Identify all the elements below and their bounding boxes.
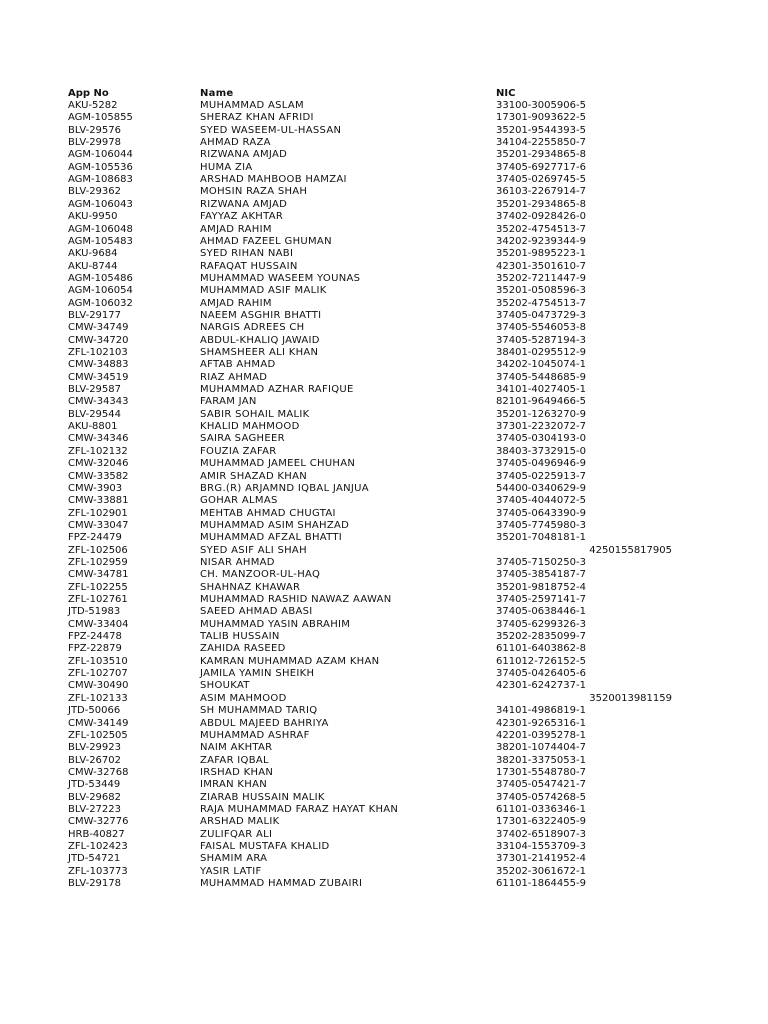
cell-app-no: AGM-105483 xyxy=(68,235,133,247)
table-row xyxy=(0,829,768,841)
cell-app-no: JTD-50066 xyxy=(68,705,121,717)
table-row xyxy=(0,779,768,791)
cell-nic: 37405-0574268-5 xyxy=(496,791,586,803)
table-row xyxy=(0,409,768,421)
cell-name: AHMAD RAZA xyxy=(200,137,271,149)
cell-name: ABDUL MAJEED BAHRIYA xyxy=(200,717,329,729)
table-row xyxy=(0,643,768,655)
cell-nic: 37405-7745980-3 xyxy=(496,519,586,531)
cell-app-no: BLV-29177 xyxy=(68,309,122,321)
table-row xyxy=(0,569,768,581)
table-row xyxy=(0,298,768,310)
cell-app-no: AKU-8744 xyxy=(68,260,118,272)
cell-name: RAFAQAT HUSSAIN xyxy=(200,260,298,272)
cell-nic: 34202-9239344-9 xyxy=(496,235,586,247)
cell-app-no: BLV-29978 xyxy=(68,137,122,149)
cell-nic: 37402-6518907-3 xyxy=(496,828,586,840)
cell-app-no: CMW-34749 xyxy=(68,322,129,334)
table-row xyxy=(0,112,768,124)
cell-app-no: AGM-105486 xyxy=(68,272,133,284)
cell-name: NAIM AKHTAR xyxy=(200,742,273,754)
cell-nic: 4250155817905 xyxy=(589,544,672,556)
cell-app-no: ZFL-102959 xyxy=(68,556,128,568)
cell-nic: 42301-9265316-1 xyxy=(496,717,586,729)
table-row xyxy=(0,433,768,445)
table-row xyxy=(0,471,768,483)
cell-nic: 35201-9895223-1 xyxy=(496,248,586,260)
cell-app-no: CMW-34346 xyxy=(68,433,129,445)
cell-app-no: ZFL-102423 xyxy=(68,841,128,852)
table-row xyxy=(0,742,768,754)
cell-nic: 54400-0340629-9 xyxy=(496,482,586,494)
cell-app-no: AGM-106032 xyxy=(68,297,133,309)
table-row xyxy=(0,421,768,433)
table-row xyxy=(0,211,768,223)
cell-app-no: BLV-27223 xyxy=(68,803,122,815)
table-row xyxy=(0,545,768,557)
cell-app-no: CMW-34343 xyxy=(68,396,129,408)
table-row xyxy=(0,718,768,730)
cell-name: MUHAMMAD HAMMAD ZUBAIRI xyxy=(200,878,363,890)
cell-app-no: ZFL-102132 xyxy=(68,445,128,457)
table-row xyxy=(0,100,768,112)
table-row xyxy=(0,396,768,408)
cell-name: SH MUHAMMAD TARIQ xyxy=(200,705,318,717)
table-row xyxy=(0,149,768,161)
table-row xyxy=(0,310,768,322)
table-row xyxy=(0,582,768,594)
cell-app-no: CMW-34519 xyxy=(68,371,129,383)
cell-name: RIAZ AHMAD xyxy=(200,371,268,383)
table-row xyxy=(0,841,768,853)
cell-name: FOUZIA ZAFAR xyxy=(200,445,277,457)
cell-app-no: BLV-26702 xyxy=(68,754,122,766)
table-row xyxy=(0,186,768,198)
table-row xyxy=(0,347,768,359)
cell-name: IMRAN KHAN xyxy=(200,779,268,791)
table-row xyxy=(0,866,768,878)
cell-app-no: CMW-33881 xyxy=(68,495,129,507)
cell-name: AMIR SHAZAD KHAN xyxy=(200,470,308,482)
cell-nic: 17301-5548780-7 xyxy=(496,766,586,778)
cell-name: AMJAD RAHIM xyxy=(200,223,272,235)
cell-app-no: AKU-8801 xyxy=(68,421,118,433)
cell-app-no: AGM-106048 xyxy=(68,223,133,235)
cell-nic: 37301-2232072-7 xyxy=(496,421,586,433)
header-name: Name xyxy=(200,88,234,99)
cell-name: ZULIFQAR ALI xyxy=(200,828,273,840)
cell-name: RIZWANA AMJAD xyxy=(200,149,288,161)
cell-app-no: CMW-34149 xyxy=(68,717,129,729)
cell-name: SHAMSHEER ALI KHAN xyxy=(200,347,319,358)
cell-nic: 37405-6299326-3 xyxy=(496,618,586,630)
cell-name: ZIARAB HUSSAIN MALIK xyxy=(200,791,325,803)
table-row xyxy=(0,767,768,779)
cell-name: KAMRAN MUHAMMAD AZAM KHAN xyxy=(200,655,380,667)
cell-name: MUHAMMAD ASIM SHAHZAD xyxy=(200,519,350,531)
cell-nic: 37405-0426405-6 xyxy=(496,668,586,680)
table-row xyxy=(0,372,768,384)
cell-app-no: ZFL-102133 xyxy=(68,692,128,704)
cell-name: MUHAMMAD AZHAR RAFIQUE xyxy=(200,384,354,396)
cell-nic: 38201-3375053-1 xyxy=(496,754,586,766)
table-row xyxy=(0,520,768,532)
cell-name: ASIM MAHMOOD xyxy=(200,692,287,704)
cell-name: SYED RIHAN NABI xyxy=(200,248,294,260)
table-row xyxy=(0,199,768,211)
table-row xyxy=(0,224,768,236)
table-row xyxy=(0,446,768,458)
cell-nic: 35201-7048181-1 xyxy=(496,532,586,544)
cell-nic: 61101-6403862-8 xyxy=(496,643,586,655)
cell-nic: 35202-2835099-7 xyxy=(496,631,586,643)
table-row xyxy=(0,804,768,816)
cell-app-no: ZFL-102103 xyxy=(68,347,128,358)
cell-nic: 37405-5448685-9 xyxy=(496,371,586,383)
cell-app-no: ZFL-102255 xyxy=(68,581,128,593)
cell-app-no: BLV-29544 xyxy=(68,408,122,420)
cell-nic: 37301-2141952-4 xyxy=(496,853,586,865)
cell-nic: 37405-5546053-8 xyxy=(496,322,586,334)
cell-app-no: ZFL-102506 xyxy=(68,544,128,556)
cell-app-no: BLV-29923 xyxy=(68,742,122,754)
table-row xyxy=(0,384,768,396)
cell-name: AHMAD FAZEEL GHUMAN xyxy=(200,235,332,247)
cell-app-no: ZFL-102707 xyxy=(68,668,128,680)
cell-app-no: AGM-105536 xyxy=(68,161,133,173)
cell-nic: 38403-3732915-0 xyxy=(496,445,586,457)
cell-name: JAMILA YAMIN SHEIKH xyxy=(200,668,315,680)
cell-name: SHERAZ KHAN AFRIDI xyxy=(200,112,314,124)
cell-app-no: CMW-34720 xyxy=(68,334,129,346)
cell-nic: 37405-0496946-9 xyxy=(496,458,586,470)
cell-name: BRG.(R) ARJAMND IQBAL JANJUA xyxy=(200,482,369,494)
cell-nic: 34104-2255850-7 xyxy=(496,137,586,149)
table-row xyxy=(0,656,768,668)
cell-name: GOHAR ALMAS xyxy=(200,495,278,507)
table-row xyxy=(0,322,768,334)
table-row xyxy=(0,261,768,273)
cell-nic: 42301-6242737-1 xyxy=(496,680,586,692)
cell-app-no: JTD-54721 xyxy=(68,853,121,865)
cell-nic: 37405-3854187-7 xyxy=(496,569,586,581)
cell-name: NARGIS ADREES CH xyxy=(200,322,305,334)
cell-nic: 35201-9818752-4 xyxy=(496,581,586,593)
cell-app-no: BLV-29576 xyxy=(68,124,122,136)
cell-app-no: ZFL-102901 xyxy=(68,507,128,519)
table-row xyxy=(0,508,768,520)
table-row xyxy=(0,248,768,260)
table-row xyxy=(0,137,768,149)
cell-app-no: CMW-30490 xyxy=(68,680,129,692)
cell-nic: 35202-4754513-7 xyxy=(496,297,586,309)
cell-app-no: CMW-32776 xyxy=(68,816,129,828)
cell-app-no: CMW-34781 xyxy=(68,569,129,581)
cell-nic: 35201-0508596-3 xyxy=(496,285,586,297)
cell-nic: 37405-0643390-9 xyxy=(496,507,586,519)
cell-app-no: FPZ-24479 xyxy=(68,532,122,544)
table-row xyxy=(0,668,768,680)
cell-app-no: BLV-29682 xyxy=(68,791,122,803)
cell-name: RIZWANA AMJAD xyxy=(200,198,288,210)
cell-name: AFTAB AHMAD xyxy=(200,359,276,371)
cell-name: MUHAMMAD YASIN ABRAHIM xyxy=(200,618,351,630)
cell-app-no: JTD-53449 xyxy=(68,779,121,791)
table-row xyxy=(0,162,768,174)
cell-name: HUMA ZIA xyxy=(200,161,253,173)
cell-name: MEHTAB AHMAD CHUGTAI xyxy=(200,507,336,519)
cell-app-no: AKU-9950 xyxy=(68,211,118,223)
cell-name: FAISAL MUSTAFA KHALID xyxy=(200,841,330,852)
cell-name: IRSHAD KHAN xyxy=(200,766,274,778)
cell-name: MUHAMMAD JAMEEL CHUHAN xyxy=(200,458,356,470)
cell-nic: 37405-0304193-0 xyxy=(496,433,586,445)
cell-nic: 37405-0638446-1 xyxy=(496,606,586,618)
cell-name: YASIR LATIF xyxy=(200,865,262,877)
cell-app-no: AKU-5282 xyxy=(68,100,118,111)
cell-nic: 35201-2934865-8 xyxy=(496,149,586,161)
table-row xyxy=(0,705,768,717)
cell-nic: 35202-3061672-1 xyxy=(496,865,586,877)
table-row xyxy=(0,816,768,828)
cell-nic: 37402-0928426-0 xyxy=(496,211,586,223)
cell-app-no: AGM-106043 xyxy=(68,198,133,210)
cell-name: SYED WASEEM-UL-HASSAN xyxy=(200,124,342,136)
cell-name: NISAR AHMAD xyxy=(200,556,275,568)
cell-name: ZAFAR IQBAL xyxy=(200,754,269,766)
cell-name: MOHSIN RAZA SHAH xyxy=(200,186,308,198)
table-row xyxy=(0,483,768,495)
table-row xyxy=(0,557,768,569)
cell-name: MUHAMMAD WASEEM YOUNAS xyxy=(200,272,361,284)
cell-nic: 35202-4754513-7 xyxy=(496,223,586,235)
cell-app-no: ZFL-102761 xyxy=(68,594,128,605)
table-row xyxy=(0,693,768,705)
table-row xyxy=(0,335,768,347)
cell-name: SAEED AHMAD ABASI xyxy=(200,606,313,618)
cell-nic: 82101-9649466-5 xyxy=(496,396,586,408)
cell-name: NAEEM ASGHIR BHATTI xyxy=(200,309,322,321)
cell-nic: 37405-0269745-5 xyxy=(496,174,586,186)
cell-nic: 33104-1553709-3 xyxy=(496,841,586,852)
table-row xyxy=(0,594,768,606)
cell-app-no: BLV-29362 xyxy=(68,186,122,198)
cell-nic: 17301-6322405-9 xyxy=(496,816,586,828)
cell-nic: 37405-0225913-7 xyxy=(496,470,586,482)
cell-nic: 42301-3501610-7 xyxy=(496,260,586,272)
cell-nic: 61101-1864455-9 xyxy=(496,878,586,890)
table-row xyxy=(0,125,768,137)
cell-name: SHAHNAZ KHAWAR xyxy=(200,581,301,593)
cell-nic: 37405-0547421-7 xyxy=(496,779,586,791)
table-row xyxy=(0,755,768,767)
table-row xyxy=(0,285,768,297)
table-header xyxy=(0,88,768,100)
cell-nic: 37405-4044072-5 xyxy=(496,495,586,507)
table-row xyxy=(0,606,768,618)
cell-nic: 37405-6927717-6 xyxy=(496,161,586,173)
table-row xyxy=(0,680,768,692)
cell-name: ABDUL-KHALIQ JAWAID xyxy=(200,334,320,346)
cell-nic: 36103-2267914-7 xyxy=(496,186,586,198)
table-row xyxy=(0,495,768,507)
header-nic: NIC xyxy=(496,88,516,99)
cell-app-no: CMW-33404 xyxy=(68,618,129,630)
table-row xyxy=(0,458,768,470)
cell-name: SYED ASIF ALI SHAH xyxy=(200,544,307,556)
cell-name: KHALID MAHMOOD xyxy=(200,421,300,433)
table-row xyxy=(0,878,768,890)
cell-name: ZAHIDA RASEED xyxy=(200,643,286,655)
header-app-no: App No xyxy=(68,88,109,99)
table-row xyxy=(0,174,768,186)
table-row xyxy=(0,532,768,544)
cell-app-no: HRB-40827 xyxy=(68,828,125,840)
cell-app-no: AKU-9684 xyxy=(68,248,118,260)
cell-nic: 35202-7211447-9 xyxy=(496,272,586,284)
cell-name: TALIB HUSSAIN xyxy=(200,631,280,643)
table-row xyxy=(0,619,768,631)
cell-name: CH. MANZOOR-UL-HAQ xyxy=(200,569,321,581)
cell-name: MUHAMMAD ASLAM xyxy=(200,100,304,111)
cell-name: SABIR SOHAIL MALIK xyxy=(200,408,310,420)
cell-name: MUHAMMAD ASHRAF xyxy=(200,729,310,741)
cell-app-no: CMW-33047 xyxy=(68,519,129,531)
cell-name: RAJA MUHAMMAD FARAZ HAYAT KHAN xyxy=(200,803,399,815)
cell-nic: 17301-9093622-5 xyxy=(496,112,586,124)
cell-app-no: CMW-3903 xyxy=(68,482,123,494)
cell-nic: 37405-2597141-7 xyxy=(496,594,586,605)
cell-nic: 35201-9544393-5 xyxy=(496,124,586,136)
cell-app-no: AGM-105855 xyxy=(68,112,133,124)
cell-app-no: AGM-106054 xyxy=(68,285,133,297)
cell-app-no: CMW-33582 xyxy=(68,470,129,482)
cell-name: FARAM JAN xyxy=(200,396,257,408)
cell-app-no: ZFL-103773 xyxy=(68,865,128,877)
cell-nic: 37405-7150250-3 xyxy=(496,556,586,568)
cell-name: ARSHAD MALIK xyxy=(200,816,280,828)
table-row xyxy=(0,853,768,865)
cell-nic: 37405-5287194-3 xyxy=(496,334,586,346)
cell-app-no: BLV-29587 xyxy=(68,384,122,396)
cell-name: SHAMIM ARA xyxy=(200,853,268,865)
cell-name: AMJAD RAHIM xyxy=(200,297,272,309)
cell-app-no: JTD-51983 xyxy=(68,606,121,618)
table-row xyxy=(0,792,768,804)
cell-app-no: CMW-34883 xyxy=(68,359,129,371)
cell-nic: 35201-2934865-8 xyxy=(496,198,586,210)
cell-nic: 33100-3005906-5 xyxy=(496,100,586,111)
cell-app-no: ZFL-103510 xyxy=(68,655,128,667)
cell-nic: 34202-1045074-1 xyxy=(496,359,586,371)
cell-name: FAYYAZ AKHTAR xyxy=(200,211,284,223)
table-row xyxy=(0,631,768,643)
table-row xyxy=(0,359,768,371)
cell-nic: 42201-0395278-1 xyxy=(496,729,586,741)
cell-app-no: FPZ-22879 xyxy=(68,643,122,655)
cell-name: MUHAMMAD ASIF MALIK xyxy=(200,285,327,297)
cell-app-no: CMW-32768 xyxy=(68,766,129,778)
cell-nic: 61101-0336346-1 xyxy=(496,803,586,815)
cell-name: MUHAMMAD RASHID NAWAZ AAWAN xyxy=(200,594,392,605)
table-row xyxy=(0,273,768,285)
cell-app-no: AGM-108683 xyxy=(68,174,133,186)
cell-app-no: ZFL-102505 xyxy=(68,729,128,741)
cell-app-no: FPZ-24478 xyxy=(68,631,122,643)
table-row xyxy=(0,730,768,742)
cell-nic: 35201-1263270-9 xyxy=(496,408,586,420)
cell-name: SHOUKAT xyxy=(200,680,250,692)
cell-nic: 611012-726152-5 xyxy=(496,655,586,667)
cell-name: MUHAMMAD AFZAL BHATTI xyxy=(200,532,343,544)
cell-app-no: AGM-106044 xyxy=(68,149,133,161)
cell-name: SAIRA SAGHEER xyxy=(200,433,285,445)
cell-nic: 34101-4027405-1 xyxy=(496,384,586,396)
cell-nic: 38201-1074404-7 xyxy=(496,742,586,754)
table-row xyxy=(0,236,768,248)
cell-app-no: BLV-29178 xyxy=(68,878,122,890)
cell-name: ARSHAD MAHBOOB HAMZAI xyxy=(200,174,347,186)
cell-nic: 34101-4986819-1 xyxy=(496,705,586,717)
cell-nic: 37405-0473729-3 xyxy=(496,309,586,321)
cell-nic: 38401-0295512-9 xyxy=(496,347,586,358)
cell-app-no: CMW-32046 xyxy=(68,458,129,470)
cell-nic: 3520013981159 xyxy=(589,692,672,704)
